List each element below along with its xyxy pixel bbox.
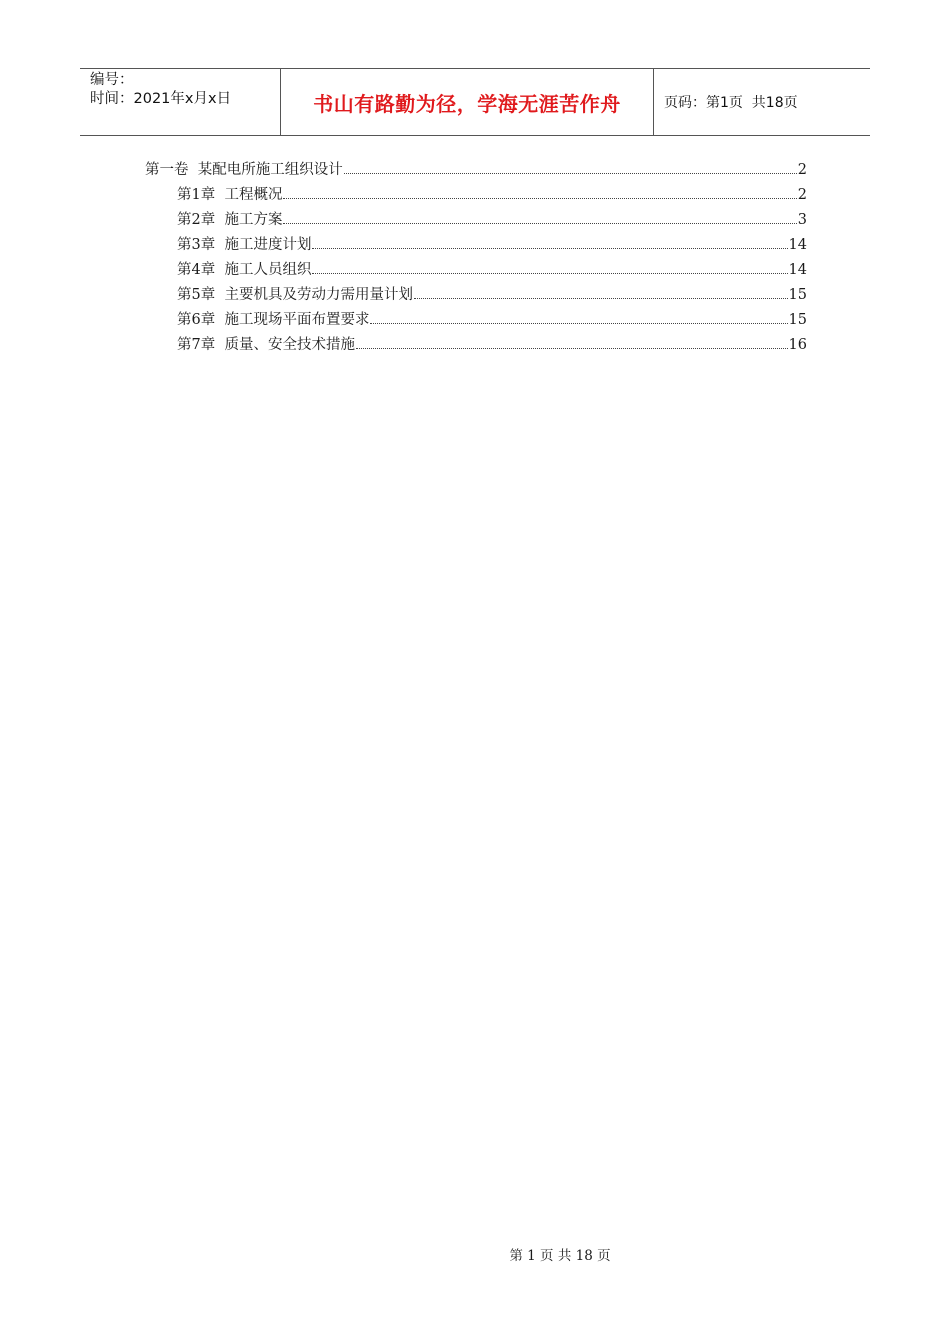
page-header: [80, 68, 870, 136]
page-footer: 第 1 页 共 18 页: [509, 1248, 611, 1264]
toc-dot-leader: [283, 198, 796, 199]
document-date-label: 时间：2021年x月x日: [90, 91, 232, 107]
header-page-info: 页码：第1页 共18页: [664, 95, 798, 111]
toc-entry[interactable]: [145, 183, 807, 208]
toc-dot-leader: [414, 298, 788, 299]
toc-entry[interactable]: [145, 158, 807, 183]
toc-entry-page: 14: [788, 262, 807, 278]
toc-entry-page: 2: [797, 162, 807, 178]
toc-entry-title: 第一卷 某配电所施工组织设计: [145, 162, 343, 178]
toc-entry-page: 3: [797, 212, 807, 228]
toc-entry-page: 15: [788, 312, 807, 328]
toc-entry-title: 第1章 工程概况: [177, 187, 283, 203]
toc-entry[interactable]: [145, 258, 807, 283]
toc-entry-title: 第2章 施工方案: [177, 212, 283, 228]
toc-entry-title: 第5章 主要机具及劳动力需用量计划: [177, 287, 413, 303]
toc-dot-leader: [283, 223, 796, 224]
toc-entry-title: 第4章 施工人员组织: [177, 262, 312, 278]
toc-entry-title: 第3章 施工进度计划: [177, 237, 312, 253]
toc-entry[interactable]: [145, 283, 807, 308]
toc-entry-page: 16: [788, 337, 807, 353]
toc-entry[interactable]: [145, 208, 807, 233]
table-of-contents: [145, 158, 807, 358]
toc-entry[interactable]: [145, 333, 807, 358]
toc-entry-page: 2: [797, 187, 807, 203]
toc-dot-leader: [312, 273, 787, 274]
toc-dot-leader: [344, 173, 797, 174]
toc-entry-page: 15: [788, 287, 807, 303]
toc-entry[interactable]: [145, 233, 807, 258]
toc-entry-title: 第7章 质量、安全技术措施: [177, 337, 355, 353]
toc-dot-leader: [370, 323, 787, 324]
header-motto: 书山有路勤为径，学海无涯苦作舟: [281, 69, 654, 135]
toc-entry-page: 14: [788, 237, 807, 253]
toc-entry-title: 第6章 施工现场平面布置要求: [177, 312, 370, 328]
header-info-cell: [80, 69, 281, 135]
toc-entry[interactable]: [145, 308, 807, 333]
toc-dot-leader: [356, 348, 788, 349]
toc-dot-leader: [312, 248, 787, 249]
document-number-label: 编号：: [90, 72, 134, 88]
